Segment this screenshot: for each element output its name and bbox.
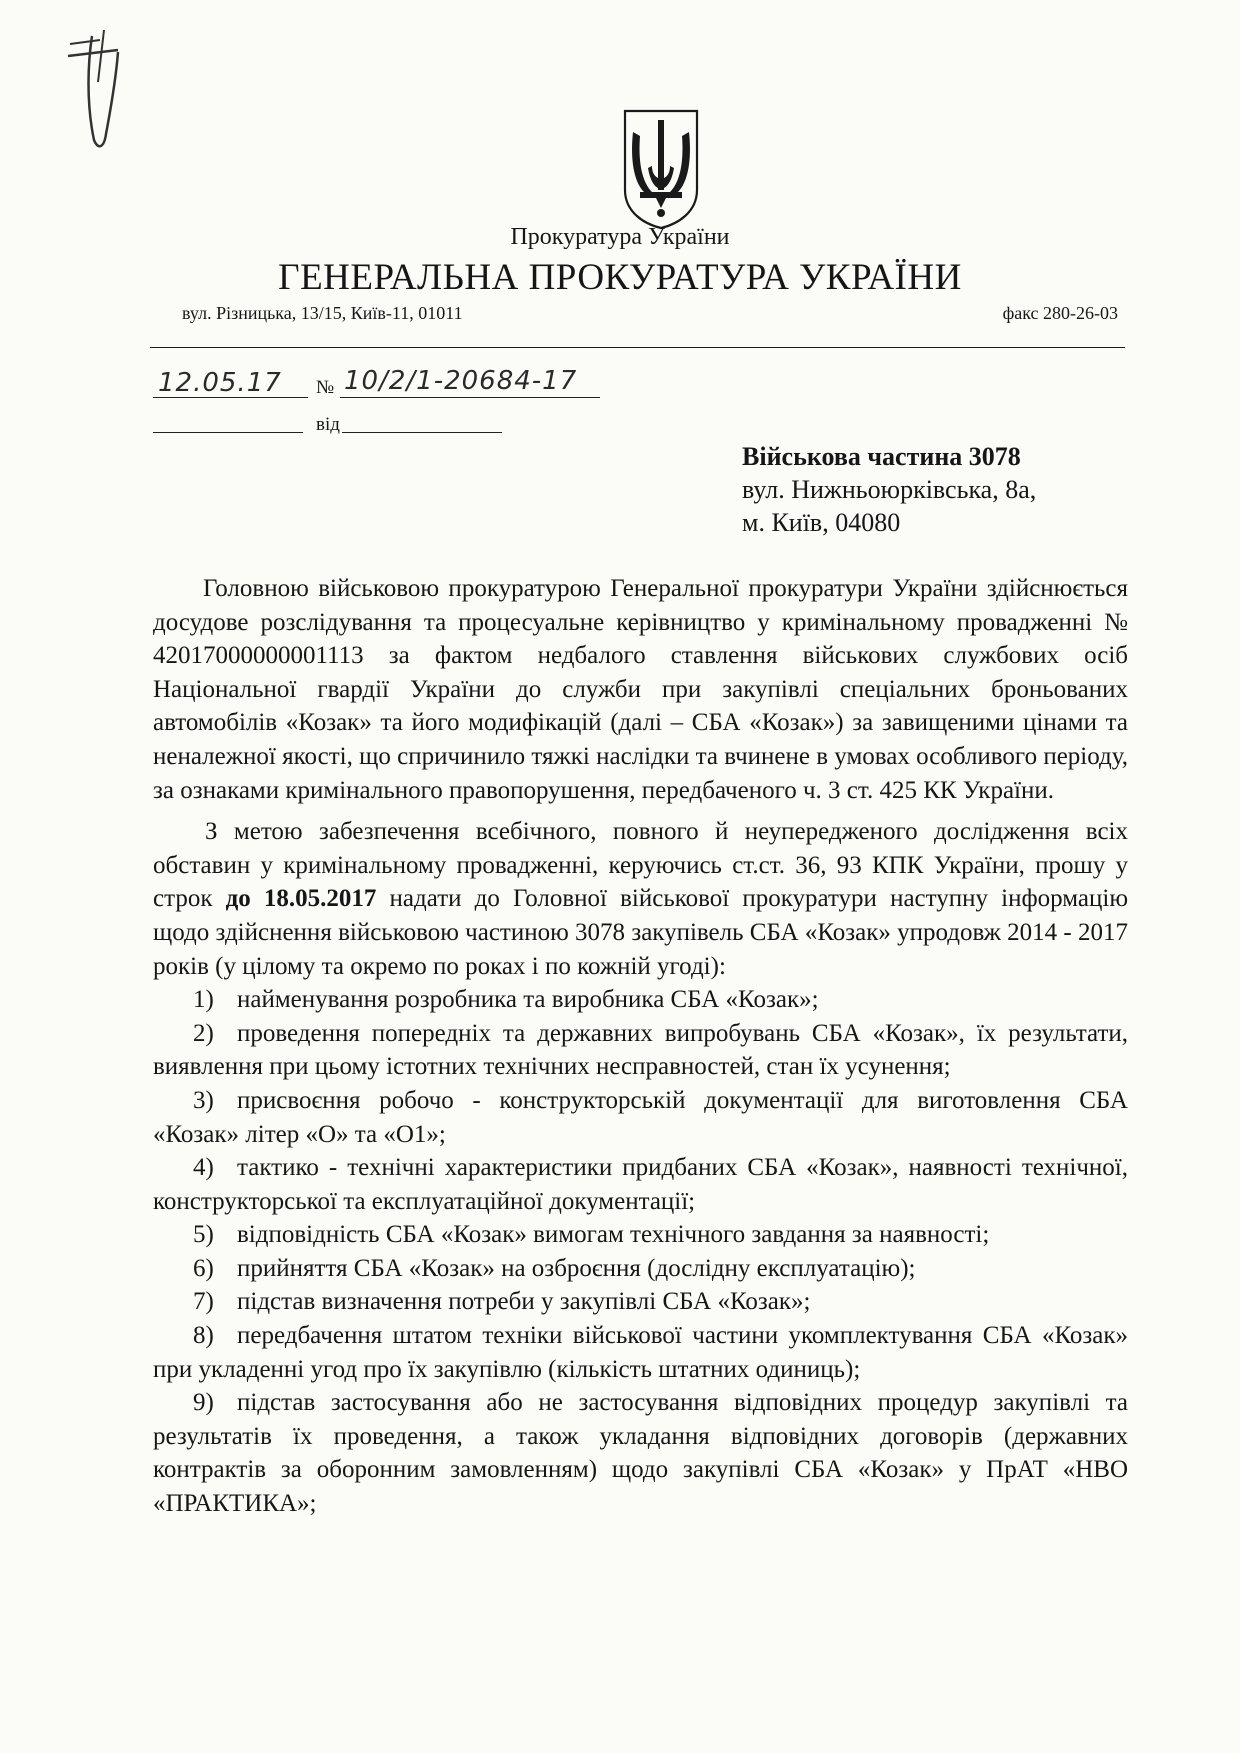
registration-date: 12.05.17 — [158, 368, 282, 398]
list-item — [153, 1319, 1128, 1386]
list-item-number: 4) — [193, 1154, 214, 1182]
list-item-text: присвоєння робочо - конструкторській документації для виготовлення СБА «Козак» літер «О» та «О1»; — [153, 1086, 1128, 1148]
list-item-text: тактико - технічні характеристики придбаних СБА «Козак», наявності технічної, конструкторської та експлуатаційної документації; — [153, 1154, 1128, 1215]
list-item-text: відповідність СБА «Козак» вимогам технічного завдання за наявності; — [237, 1221, 990, 1249]
paragraph-2-text-start: З метою забезпечення всебічного, повного й неупередженого дослідження всіх обставин у кримінальному провадженні, керуючись ст.ст. 36, 93 КПК України, прошу у строк — [153, 818, 1128, 913]
list-item-text: підстав застосування або не застосування відповідних процедур закупівлі та результатів їх проведення, а також укладання відповідних договорів (державних контрактів за оборонним замовленням) щодо закупівлі СБА «Козак» у ПрАТ «НВО «ПРАКТИКА»; — [153, 1389, 1128, 1518]
list-item-number: 5) — [193, 1221, 214, 1249]
deadline-date: до 18.05.2017 — [225, 885, 377, 913]
recipient-city: м. Київ, 04080 — [742, 508, 901, 537]
org-fax: факс 280-26-03 — [1002, 303, 1118, 323]
list-item-text: передбачення штатом техніки військової частини укомплектування СБА «Козак» при укладенні угод про їх закупівлю (кількість штатних одиниць); — [153, 1322, 1128, 1383]
recipient-block — [742, 440, 1036, 539]
list-item — [153, 1151, 1128, 1218]
date-underline — [153, 397, 308, 398]
list-item — [153, 983, 1128, 1017]
list-item-number: 8) — [193, 1322, 214, 1350]
list-item-text: прийняття СБА «Козак» на озброєння (дослідну експлуатацію); — [237, 1254, 916, 1282]
list-item — [153, 1218, 1128, 1252]
org-title: ГЕНЕРАЛЬНА ПРОКУРАТУРА УКРАЇНИ — [278, 257, 962, 298]
from-number-underline — [342, 432, 502, 433]
handwritten-mark-icon — [60, 22, 130, 152]
list-item-text: підстав визначення потреби у закупівлі СБА «Козак»; — [237, 1288, 811, 1316]
list-item-number: 3) — [193, 1086, 214, 1114]
list-item-number: 1) — [193, 986, 214, 1014]
list-item — [153, 1017, 1128, 1084]
list-item-number: 9) — [193, 1389, 214, 1417]
letter-body — [153, 572, 1128, 1521]
recipient-street: вул. Нижньоюрківська, 8а, — [742, 475, 1037, 504]
list-item — [153, 1285, 1128, 1319]
list-item — [153, 1386, 1128, 1520]
list-item — [153, 1252, 1128, 1286]
number-label: № — [316, 377, 335, 398]
list-item — [153, 1084, 1128, 1151]
paragraph-2 — [153, 815, 1128, 983]
paragraph-2-text-end: надати до Головної військової прокуратури наступну інформацію щодо здійснення військовою частиною 3078 закупівель СБА «Козак» упродовж 2014 - 2017 років (у цілому та окремо по роках і по кожній угоді): — [153, 885, 1129, 980]
org-address: вул. Різницька, 13/15, Київ-11, 01011 — [182, 303, 463, 323]
recipient-name: Військова частина 3078 — [742, 442, 1021, 471]
list-item-number: 7) — [193, 1288, 214, 1316]
trident-emblem-icon — [622, 108, 700, 230]
list-item-text: найменування розробника та виробника СБА «Козак»; — [237, 986, 819, 1014]
from-date-underline — [153, 432, 303, 433]
list-item-number: 6) — [193, 1254, 214, 1282]
org-subtitle: Прокуратура України — [510, 224, 730, 250]
from-label: від — [316, 414, 340, 435]
paragraph-1: Головною військовою прокуратурою Генеральної прокуратури України здійснюється досудове розслідування та процесуальне керівництво у кримінальному провадженні № 42017000000001113 за фактом недбалого ставлення військових службових осіб Національної гвардії України до служби при закупівлі спеціальних броньованих автомобілів «Козак» та його модифікацій (далі – СБА «Козак») за завищеними цінами та неналежної якості, що спричинило тяжкі наслідки та вчинене в умовах особливого періоду, за ознаками кримінального правопорушення, передбаченого ч. 3 ст. 425 КК України. — [153, 575, 1128, 804]
registration-number: 10/2/1-20684-17 — [344, 366, 578, 396]
header-divider — [150, 347, 1125, 348]
number-underline — [340, 397, 600, 398]
list-item-number: 2) — [193, 1019, 214, 1047]
list-item-text: проведення попередніх та державних випробувань СБА «Козак», їх результати, виявлення при цьому істотних технічних несправностей, стан їх усунення; — [153, 1019, 1128, 1081]
